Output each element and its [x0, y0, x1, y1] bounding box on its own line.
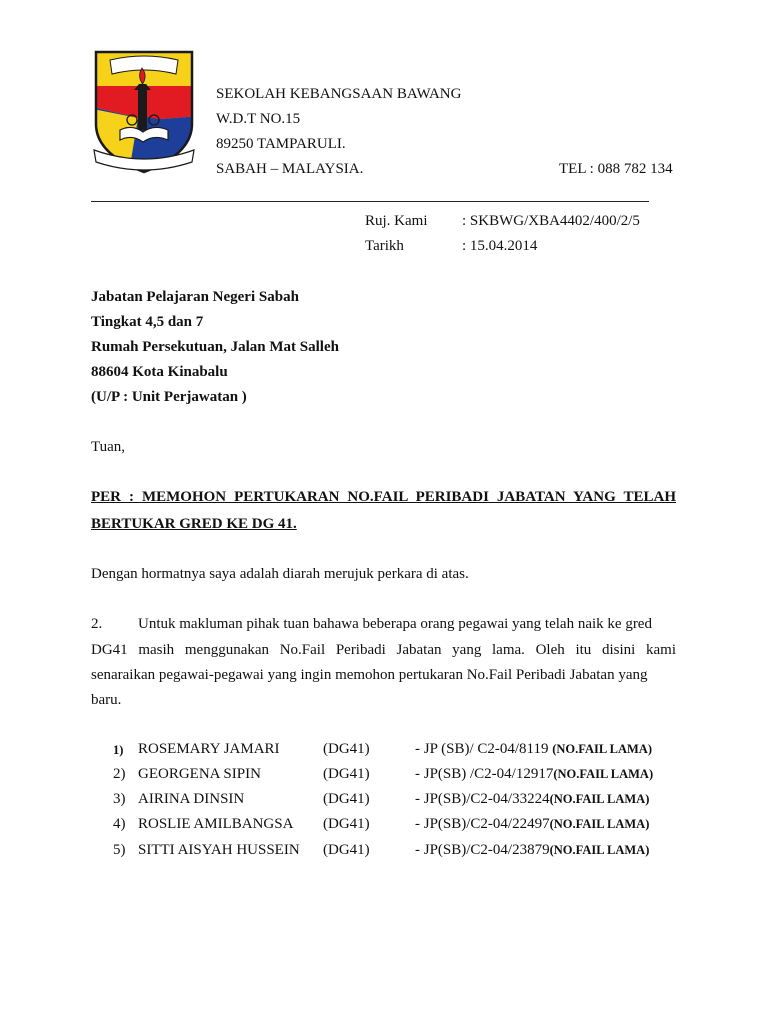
list-number: 5): [113, 842, 126, 858]
subject-line-1: PER : MEMOHON PERTUKARAN NO.FAIL PERIBADI JABATAN YANG TELAH: [91, 489, 676, 505]
file-number: - JP(SB)/C2-04/22497(NO.FAIL LAMA): [415, 816, 650, 832]
school-crest-logo: [88, 46, 200, 178]
paragraph-2-line-1: Untuk makluman pihak tuan bahawa beberapa orang pegawai yang telah naik ke gred: [138, 616, 652, 632]
reference-value: : SKBWG/XBA4402/400/2/5: [462, 213, 640, 229]
officer-name: ROSLIE AMILBANGSA: [138, 816, 294, 832]
paragraph-2-line-4: baru.: [91, 692, 122, 708]
paragraph-2-number: 2.: [91, 616, 103, 632]
paragraph-2-line-3: senaraikan pegawai-pegawai yang ingin memohon pertukaran No.Fail Peribadi Jabatan yang: [91, 667, 648, 683]
officer-name: GEORGENA SIPIN: [138, 766, 261, 782]
paragraph-1: Dengan hormatnya saya adalah diarah merujuk perkara di atas.: [91, 566, 469, 582]
telephone: TEL : 088 782 134: [559, 161, 673, 177]
file-number: - JP (SB)/ C2-04/8119 (NO.FAIL LAMA): [415, 741, 652, 757]
recipient-line-2: Tingkat 4,5 dan 7: [91, 314, 204, 330]
officer-grade: (DG41): [323, 791, 370, 807]
subject-line-2: BERTUKAR GRED KE DG 41.: [91, 516, 297, 532]
list-number: 4): [113, 816, 126, 832]
recipient-line-3: Rumah Persekutuan, Jalan Mat Salleh: [91, 339, 339, 355]
list-number: 3): [113, 791, 126, 807]
recipient-line-4: 88604 Kota Kinabalu: [91, 364, 228, 380]
recipient-line-5: (U/P : Unit Perjawatan ): [91, 389, 247, 405]
officer-grade: (DG41): [323, 741, 370, 757]
officer-name: SITTI AISYAH HUSSEIN: [138, 842, 300, 858]
file-number: - JP(SB)/C2-04/33224(NO.FAIL LAMA): [415, 791, 650, 807]
list-number: 1): [113, 743, 124, 757]
officer-grade: (DG41): [323, 816, 370, 832]
officer-grade: (DG41): [323, 766, 370, 782]
file-number: - JP(SB)/C2-04/23879(NO.FAIL LAMA): [415, 842, 650, 858]
recipient-line-1: Jabatan Pelajaran Negeri Sabah: [91, 289, 299, 305]
date-value: : 15.04.2014: [462, 238, 538, 254]
salutation: Tuan,: [91, 439, 126, 455]
address-line-3: SABAH – MALAYSIA.: [216, 161, 364, 177]
file-number: - JP(SB) /C2-04/12917(NO.FAIL LAMA): [415, 766, 654, 782]
officer-name: AIRINA DINSIN: [138, 791, 245, 807]
school-name: SEKOLAH KEBANGSAAN BAWANG: [216, 86, 462, 102]
letterhead-divider: [91, 201, 649, 202]
officer-grade: (DG41): [323, 842, 370, 858]
reference-label: Ruj. Kami: [365, 213, 428, 229]
officer-name: ROSEMARY JAMARI: [138, 741, 280, 757]
date-label: Tarikh: [365, 238, 404, 254]
list-number: 2): [113, 766, 126, 782]
paragraph-2-line-2: DG41 masih menggunakan No.Fail Peribadi Jabatan yang lama. Oleh itu disini kami: [91, 642, 676, 658]
address-line-2: 89250 TAMPARULI.: [216, 136, 346, 152]
address-line-1: W.D.T NO.15: [216, 111, 301, 127]
